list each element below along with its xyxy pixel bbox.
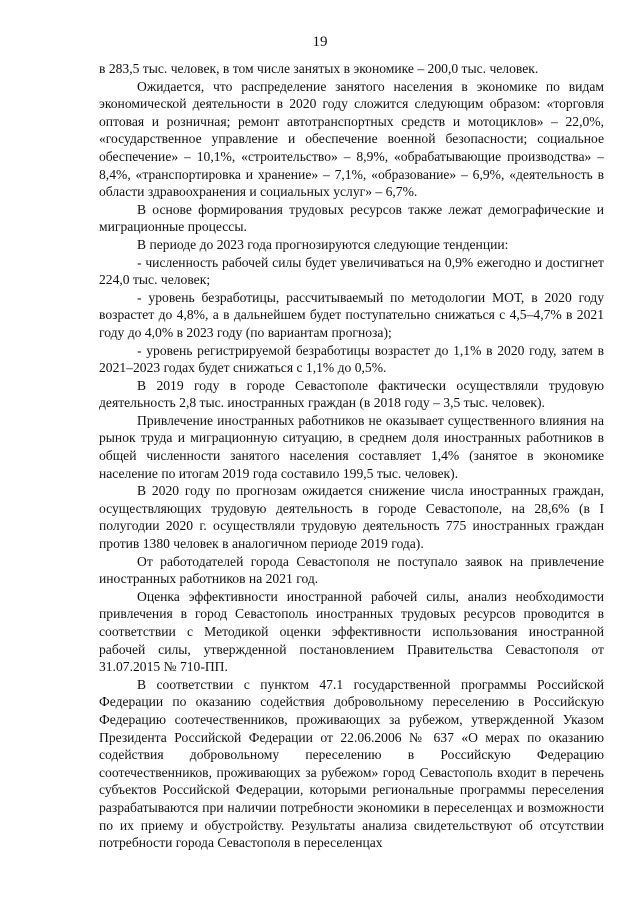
paragraph-labor-resources: В основе формирования трудовых ресурсов также лежат демографические и миграционные процессы. bbox=[99, 201, 604, 235]
paragraph-efficiency-assessment: Оценка эффективности иностранной рабочей силы, анализ необходимости привлечения в город Севастополь иностранных трудовых ресурсов проводится в соответствии с Методикой оценки эффективности использования иностранной рабочей силы, утвержденной постановлением Правительства Севастополя от 31.07.2015 № 710-ПП. bbox=[99, 588, 604, 675]
page-number: 19 bbox=[312, 34, 328, 50]
paragraph-employment-distribution: Ожидается, что распределение занятого населения в экономике по видам экономической деятельности в 2020 году сложится следующим образом: «торговля оптовая и розничная; ремонт автотранспортных средств и мотоциклов» – 22,0%, «государственное управление и обеспечение военной безопасности; социальное обеспечение» – 10,1%, «строительство» – 8,9%, «обрабатывающие производства» – 8,4%, «транспортировка и хранение» – 7,1%, «образование» – 6,9%, «деятельность в области здравоохранения и социальных услуг» – 6,7%. bbox=[99, 78, 604, 200]
list-item-unemployment-ilo: - уровень безработицы, рассчитываемый по методологии МОТ, в 2020 году возрастет до 4,8%, а в дальнейшем будет поступательно снижаться с 4,5–4,7% в 2021 году до 4,0% в 2023 году (по вариантам прогноза); bbox=[99, 289, 604, 340]
document-body bbox=[99, 60, 604, 852]
list-item-registered-unemployment: - уровень регистрируемой безработицы возрастет до 1,1% в 2020 году, затем в 2021–2023 годах будет снижаться с 1,1% до 0,5%. bbox=[99, 342, 604, 376]
paragraph-foreign-workers-2020: В 2020 году по прогнозам ожидается снижение числа иностранных граждан, осуществляющих трудовую деятельность в городе Севастополе, на 28,6% (в I полугодии 2020 г. осуществляли трудовую деятельность 775 иностранных граждан против 1380 человек в аналогичном периоде 2019 года). bbox=[99, 483, 604, 552]
paragraph-resettlement-program: В соответствии с пунктом 47.1 государственной программы Российской Федерации по оказанию содействия добровольному переселению в Российскую Федерацию соотечественников, проживающих за рубежом, утвержденной Указом Президента Российской Федерации от 22.06.2006 № 637 «О мерах по оказанию содействия добровольному переселению в Российскую Федерацию соотечественников, проживающих за рубежом» город Севастополь входит в перечень субъектов Российской Федерации, которыми региональные программы переселения разрабатываются при наличии потребности экономики в переселенцах и возможности по их приему и обустройству. Результаты анализа свидетельствуют об отсутствии потребности города Севастополя в переселенцах bbox=[99, 676, 604, 851]
paragraph-foreign-workers-2019: В 2019 году в городе Севастополе фактически осуществляли трудовую деятельность 2,8 тыс. иностранных граждан (в 2018 году – 3,5 тыс. человек). bbox=[99, 377, 604, 411]
paragraph-continuation: в 283,5 тыс. человек, в том числе занятых в экономике – 200,0 тыс. человек. bbox=[99, 61, 539, 76]
paragraph-foreign-workers-influence: Привлечение иностранных работников не оказывает существенного влияния на рынок труда и миграционную ситуацию, в среднем доля иностранных работников в общей численности занятого населения составляет 1,4% (занятое в экономике население по итогам 2019 года составило 199,5 тыс. человек). bbox=[99, 412, 604, 481]
list-item-labor-force: - численность рабочей силы будет увеличиваться на 0,9% ежегодно и достигнет 224,0 тыс. человек; bbox=[99, 254, 604, 288]
paragraph-forecast-intro: В периоде до 2023 года прогнозируются следующие тенденции: bbox=[137, 236, 509, 252]
paragraph-employer-requests: От работодателей города Севастополя не поступало заявок на привлечение иностранных работников на 2021 год. bbox=[99, 553, 604, 587]
